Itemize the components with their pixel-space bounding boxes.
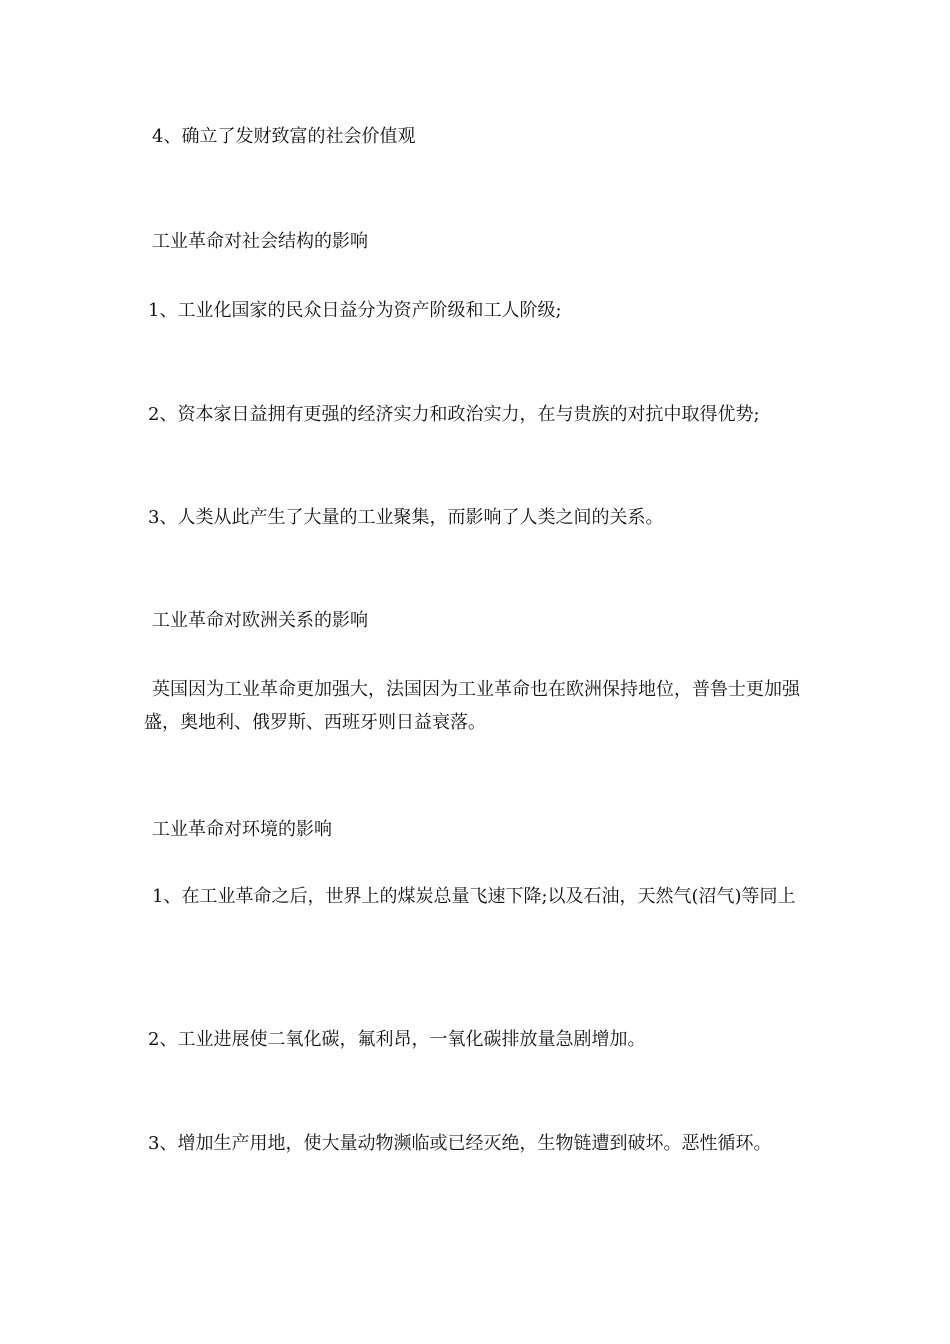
europe-paragraph: 英国因为工业革命更加强大，法国因为工业革命也在欧洲保持地位，普鲁士更加强盛，奥地利、俄罗斯、西班牙则日益衰落。 — [144, 679, 800, 733]
heading-environment: 工业革命对环境的影响 — [152, 819, 332, 840]
value-item-4: 4、确立了发财致富的社会价值观 — [152, 126, 416, 147]
social-item-1: 1、工业化国家的民众日益分为资产阶级和工人阶级; — [148, 300, 562, 321]
heading-europe-relations: 工业革命对欧洲关系的影响 — [152, 610, 368, 631]
heading-social-structure: 工业革命对社会结构的影响 — [152, 231, 368, 252]
env-item-1: 1、在工业革命之后，世界上的煤炭总量飞速下降;以及石油，天然气(沼气)等同上 — [152, 886, 796, 907]
env-item-2: 2、工业进展使二氧化碳，氟利昂，一氧化碳排放量急剧增加。 — [148, 1029, 646, 1050]
env-item-3: 3、增加生产用地，使大量动物濒临或已经灭绝，生物链遭到破坏。恶性循环。 — [148, 1133, 772, 1154]
social-item-2: 2、资本家日益拥有更强的经济实力和政治实力，在与贵族的对抗中取得优势; — [148, 404, 760, 425]
social-item-3: 3、人类从此产生了大量的工业聚集，而影响了人类之间的关系。 — [148, 507, 664, 528]
